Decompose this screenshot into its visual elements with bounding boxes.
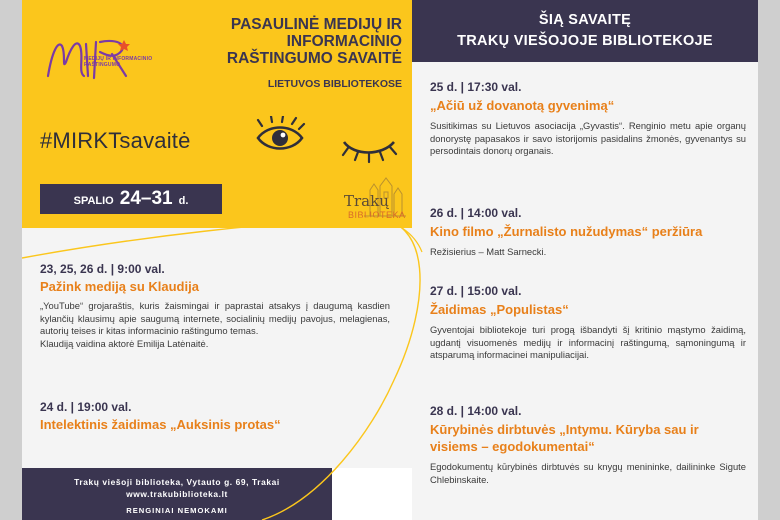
title-line-1: PASAULINĖ MEDIJŲ IR <box>230 16 402 33</box>
event-title: Intelektinis žaidimas „Auksinis protas“ <box>40 417 281 432</box>
poster <box>22 0 758 520</box>
left-event-2 <box>40 400 390 432</box>
right-event-4 <box>430 404 746 486</box>
event-description: Gyventojai bibliotekoje turi progą išbandyti šį kritinio mąstymo žaidimą, ugdantį visuomenės medijų ir informacinį raštingumą, sąmoningumą ir atsparumą informacinei manipuliacijai. <box>430 324 746 361</box>
event-time: 28 d. | 14:00 val. <box>430 404 522 418</box>
right-event-2 <box>430 206 746 259</box>
event-time: 23, 25, 26 d. | 9:00 val. <box>40 262 165 276</box>
event-time: 24 d. | 19:00 val. <box>40 400 132 414</box>
hashtag: #MIRKTsavaitė <box>40 128 191 153</box>
footer-address: Trakų viešoji biblioteka, Vytauto g. 69, Trakai <box>74 477 280 487</box>
event-title: „Ačiū už dovanotą gyvenimą“ <box>430 98 615 113</box>
event-title: Žaidimas „Populistas“ <box>430 302 569 317</box>
logo-subtitle: MEDIJŲ IR INFORMACINIO RAŠTINGUMO <box>84 56 153 68</box>
eyes-illustration <box>242 116 412 176</box>
event-description <box>40 300 390 350</box>
footer-bar <box>22 468 332 520</box>
event-description-note: Klaudiją vaidina aktorė Emilija Latėnaitė. <box>40 337 209 349</box>
event-time: 26 d. | 14:00 val. <box>430 206 522 220</box>
poster-subtitle: LIETUVOS BIBLIOTEKOSE <box>267 78 402 90</box>
footer-free-events: RENGINIAI NEMOKAMI <box>126 506 228 515</box>
event-title: Pažink mediją su Klaudija <box>40 279 199 294</box>
event-title: Kūrybinės dirbtuvės „Intymu. Kūryba sau ir visiems – egodokumentai“ <box>430 422 699 454</box>
event-description: Režisierius – Matt Sarnecki. <box>430 246 547 257</box>
date-box <box>40 184 222 214</box>
event-description-text: „YouTube“ grojaraštis, kuris žaismingai ir paprastai atsakys į daugumą kasdien kylančių klausimų apie saugumą internete, socialinių medijų pavojus, melagienas, autorių teises ir kitas informacinio raštingumo temas. <box>40 300 390 337</box>
open-eye-icon <box>258 116 304 149</box>
left-event-1 <box>40 262 390 350</box>
right-header-line-2: TRAKŲ VIEŠOJOJE BIBLIOTEKOJE <box>457 33 713 49</box>
event-description: Susitikimas su Lietuvos asociacija „Gyvastis“. Renginio metu apie organų donorystę papasakos ir savo istorijomis pasidalins žmonės, gyvenantys su persodintais donorų organais. <box>430 120 746 157</box>
event-description: Egodokumentų kūrybinės dirbtuvės su knygų menininke, dailininke Sigute Chlebinskaite. <box>430 461 746 485</box>
closed-eye-icon <box>343 142 396 162</box>
right-header <box>412 0 758 62</box>
poster-title <box>182 16 402 67</box>
right-event-3 <box>430 284 746 362</box>
event-time: 27 d. | 15:00 val. <box>430 284 522 298</box>
right-column <box>412 0 758 520</box>
library-logo-name: Trakų <box>344 192 389 210</box>
date-suffix: d. <box>178 195 189 207</box>
yellow-header-panel <box>22 0 412 228</box>
traku-castle-icon <box>314 172 410 226</box>
right-header-line-1: ŠIĄ SAVAITĘ <box>538 12 632 28</box>
title-line-2: INFORMACINIO <box>286 33 402 50</box>
library-logo-sub: BIBLIOTEKA <box>348 210 406 220</box>
footer-website[interactable]: www.trakubiblioteka.lt <box>126 489 228 499</box>
title-line-3: RAŠTINGUMO SAVAITĖ <box>226 50 402 67</box>
date-days: 24–31 <box>119 188 173 209</box>
right-event-1 <box>430 80 746 158</box>
date-month: SPALIO <box>73 195 114 207</box>
event-title: Kino filmo „Žurnalisto nužudymas“ peržiūra <box>430 224 703 239</box>
event-time: 25 d. | 17:30 val. <box>430 80 522 94</box>
left-column <box>22 0 412 520</box>
